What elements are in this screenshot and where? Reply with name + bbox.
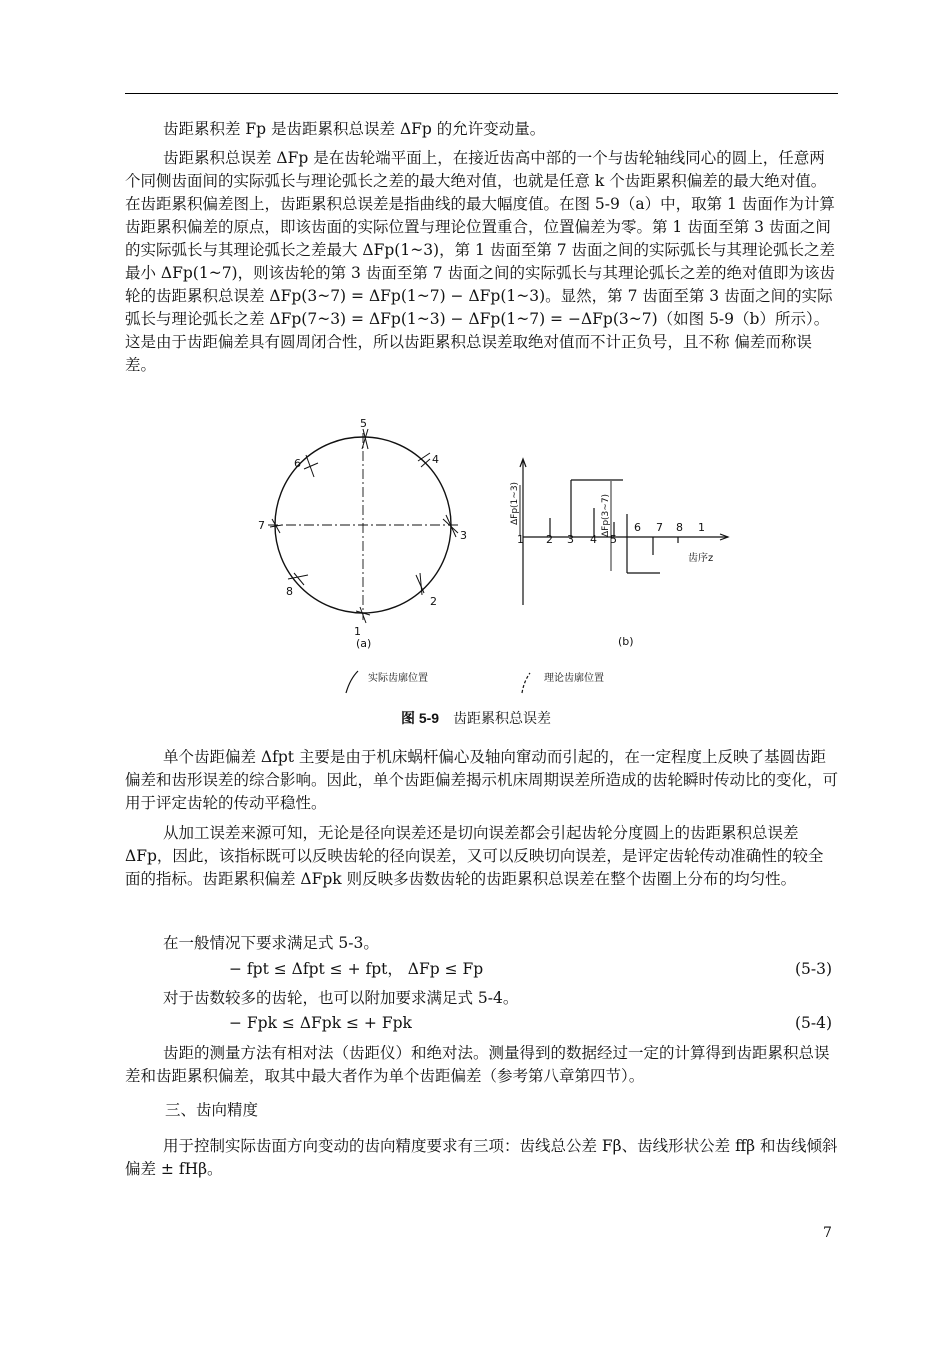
- paragraph-6: 对于齿数较多的齿轮，也可以附加要求满足式 5-4。: [163, 989, 519, 1007]
- header-rule: [125, 93, 838, 94]
- axis-label: 1: [517, 533, 524, 546]
- axis-label: 6: [634, 521, 641, 534]
- equation-number: (5-4): [794, 1014, 832, 1032]
- y-label-2: ΔFp(3~7): [601, 493, 611, 537]
- figure-caption-text: 齿距累积总误差: [453, 711, 552, 727]
- sub-label-b: (b): [618, 635, 634, 648]
- circle-label: 6: [294, 457, 301, 470]
- paragraph-8: 用于控制实际齿面方向变动的齿向精度要求有三项：齿线总公差 Fβ、齿线形状公差 ffβ 和齿线倾斜偏差 ± fHβ。: [125, 1137, 838, 1178]
- axis-label: 3: [567, 533, 574, 546]
- paragraph-4: 从加工误差来源可知，无论是径向误差还是切向误差都会引起齿轮分度圆上的齿距累积总误差 ΔFp，因此，该指标既可以反映齿轮的径向误差，又可以反映切向误差，是评定齿轮传动准确性的较全面的指标。齿距累积偏差 ΔFpk 则反映多齿数齿轮的齿距累积总误差在整个齿圈上分布的均匀性。: [125, 824, 824, 888]
- figure-caption-num: 图 5-9: [400, 710, 440, 726]
- figure-caption: [0, 708, 952, 728]
- paragraph-2: 齿距累积总误差 ΔFp 是在齿轮端平面上，在接近齿高中部的一个与齿轮轴线同心的圆上，任意两个同侧齿面间的实际弧长与理论弧长之差的最大绝对值，也就是任意 k 个齿距累积偏差的最大绝对值。在齿距累积偏差图上，齿距累积总误差是指曲线的最大幅度值。在图 5-9（a）中，取第 1 齿面作为计算齿距累积偏差的原点，即该齿面的实际位置与理论位置重合，位置偏差为零。第 1 齿面至第 3 齿面之间的实际弧长与其理论弧长之差最大 ΔFp(1~3)，第 1 齿面至第 7 齿面之间的实际弧长与其理论弧长之差最小 ΔFp(1~7)，则该齿轮的第 3 齿面至第 7 齿面之间的实际弧长与其理论弧长之差的绝对值即为该齿轮的齿距累积总误差 ΔFp(3~7) = ΔFp(1~7) − ΔFp(1~3)。显然，第 7 齿面至第 3 齿面之间的实际弧长与理论弧长之差 ΔFp(7~3) = ΔFp(1~3) − ΔFp(1~7) = −ΔFp(3~7)（如图 5-9（b）所示）。这是由于齿距偏差具有圆周闭合性，所以齿距累积总误差取绝对值而不计正负号，且不称 偏差而称误差。: [125, 149, 836, 374]
- paragraph-1: 齿距累积差 Fp 是齿距累积总误差 ΔFp 的允许变动量。: [163, 120, 546, 138]
- axis-label: 1: [698, 521, 705, 534]
- circle-label: 2: [430, 595, 437, 608]
- circle-label: 4: [432, 453, 439, 466]
- sub-label-a: (a): [356, 637, 372, 650]
- equation-text: − fpt ≤ Δfpt ≤ + fpt， ΔFp ≤ Fp: [229, 960, 484, 978]
- circle-label: 1: [354, 625, 361, 638]
- axis-label: 7: [656, 521, 663, 534]
- legend-actual: 实际齿廓位置: [368, 673, 428, 684]
- circle-label: 3: [460, 529, 467, 542]
- paragraph-5: 在一般情况下要求满足式 5-3。: [163, 934, 379, 952]
- circle-label: 5: [360, 417, 367, 430]
- page-number: 7: [823, 1225, 832, 1241]
- legend-theory: 理论齿廓位置: [544, 673, 604, 684]
- axis-label: 8: [676, 521, 683, 534]
- circle-label: 8: [286, 585, 293, 598]
- axis-label: 2: [546, 533, 553, 546]
- x-axis-title: 齿序z: [688, 553, 714, 564]
- section-title: 三、齿向精度: [165, 1101, 259, 1119]
- equation-text: − Fpk ≤ ΔFpk ≤ + Fpk: [229, 1014, 412, 1032]
- circle-label: 7: [258, 519, 265, 532]
- axis-label: 4: [590, 533, 597, 546]
- paragraph-3: 单个齿距偏差 Δfpt 主要是由于机床蜗杆偏心及轴向窜动而引起的，在一定程度上反映了基圆齿距偏差和齿形误差的综合影响。因此，单个齿距偏差揭示机床周期误差所造成的齿轮瞬时传动比的变化，可用于评定齿轮的传动平稳性。: [125, 748, 839, 812]
- equation-number: (5-3): [794, 960, 832, 978]
- axis-label: 5: [610, 533, 617, 546]
- paragraph-7: 齿距的测量方法有相对法（齿距仪）和绝对法。测量得到的数据经过一定的计算得到齿距累积总误差和齿距累积偏差，取其中最大者作为单个齿距偏差（参考第八章第四节）。: [125, 1044, 830, 1085]
- figure-5-9: [258, 415, 738, 735]
- y-label-1: ΔFp(1~3): [510, 481, 520, 525]
